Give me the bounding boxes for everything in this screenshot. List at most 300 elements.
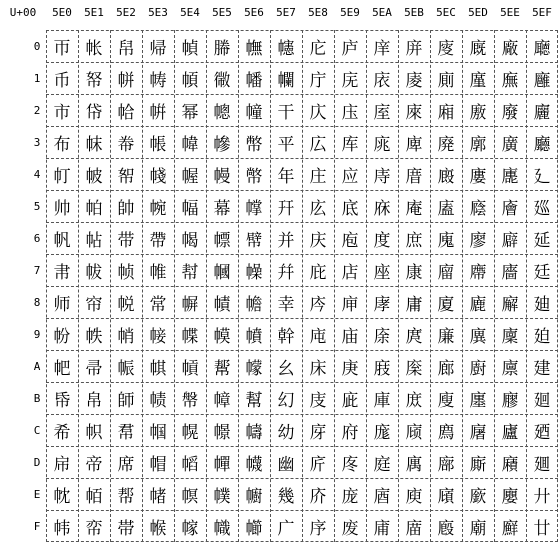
- grid-line: [78, 30, 79, 542]
- glyph-cell: 幈: [181, 294, 199, 315]
- grid-line: [302, 30, 303, 542]
- glyph-cell: 帶: [149, 230, 167, 251]
- glyph-cell: 廆: [437, 230, 455, 251]
- glyph-cell: 廾: [533, 486, 551, 507]
- glyph-cell: 庋: [309, 390, 327, 411]
- glyph-cell: 庻: [405, 390, 423, 411]
- glyph-cell: 帛: [85, 390, 103, 411]
- glyph-cell: 庨: [373, 294, 391, 315]
- glyph-cell: 廛: [469, 390, 487, 411]
- glyph-cell: 廨: [501, 294, 519, 315]
- glyph-cell: 庌: [309, 422, 327, 443]
- grid-line: [398, 30, 399, 542]
- grid-line: [557, 30, 558, 542]
- glyph-cell: 幯: [245, 518, 263, 539]
- glyph-cell: 廥: [501, 198, 519, 219]
- glyph-cell: 廭: [501, 454, 519, 475]
- row-header: 9: [33, 328, 41, 341]
- glyph-cell: 帇: [53, 262, 71, 283]
- grid-line: [174, 30, 175, 542]
- glyph-cell: 幏: [181, 518, 199, 539]
- row-header: 6: [33, 232, 41, 245]
- glyph-cell: 平: [277, 134, 295, 155]
- grid-line: [110, 30, 111, 542]
- glyph-cell: 庹: [405, 326, 423, 347]
- glyph-cell: 帜: [85, 422, 103, 443]
- glyph-cell: 帢: [117, 102, 135, 123]
- glyph-cell: 帉: [53, 326, 71, 347]
- glyph-cell: 幻: [277, 390, 295, 411]
- glyph-cell: 帔: [85, 166, 103, 187]
- glyph-cell: 庪: [373, 358, 391, 379]
- grid-line: [430, 30, 431, 542]
- glyph-cell: 庺: [405, 358, 423, 379]
- glyph-cell: 廠: [501, 38, 519, 59]
- grid-line: [270, 30, 271, 542]
- glyph-cell: 廪: [501, 358, 519, 379]
- glyph-cell: 廤: [501, 166, 519, 187]
- glyph-cell: 庉: [309, 326, 327, 347]
- glyph-cell: 廸: [533, 294, 551, 315]
- glyph-cell: 廩: [501, 326, 519, 347]
- glyph-cell: 幣: [245, 134, 263, 155]
- glyph-cell: 庘: [341, 294, 359, 315]
- glyph-cell: 帵: [149, 198, 167, 219]
- glyph-cell: 幮: [245, 486, 263, 507]
- glyph-cell: 庾: [405, 486, 423, 507]
- glyph-cell: 帪: [117, 358, 135, 379]
- glyph-cell: 幱: [277, 70, 295, 91]
- grid-line: [206, 30, 207, 542]
- glyph-cell: 师: [53, 294, 71, 315]
- glyph-cell: 廅: [437, 198, 455, 219]
- glyph-cell: 帠: [117, 38, 135, 59]
- glyph-cell: 幬: [245, 422, 263, 443]
- glyph-cell: 幭: [245, 454, 263, 475]
- glyph-cell: 廄: [437, 166, 455, 187]
- glyph-cell: 庡: [373, 70, 391, 91]
- glyph-cell: 幘: [213, 294, 231, 315]
- glyph-cell: 帨: [117, 294, 135, 315]
- glyph-cell: 庼: [405, 422, 423, 443]
- glyph-cell: 帊: [53, 358, 71, 379]
- row-header: D: [33, 456, 41, 469]
- column-header: 5E9: [340, 6, 360, 19]
- column-header: 5EE: [500, 6, 520, 19]
- glyph-cell: 廒: [469, 102, 487, 123]
- glyph-cell: 庬: [373, 422, 391, 443]
- glyph-cell: 廷: [533, 262, 551, 283]
- glyph-cell: 庵: [405, 198, 423, 219]
- glyph-cell: 庑: [341, 70, 359, 91]
- glyph-cell: 廲: [533, 102, 551, 123]
- glyph-cell: 庩: [373, 326, 391, 347]
- glyph-cell: 幢: [245, 102, 263, 123]
- glyph-cell: 廰: [533, 38, 551, 59]
- glyph-cell: 帲: [149, 102, 167, 123]
- glyph-cell: 廝: [469, 454, 487, 475]
- row-header: 5: [33, 200, 41, 213]
- glyph-cell: 幊: [181, 358, 199, 379]
- glyph-cell: 廖: [469, 230, 487, 251]
- glyph-cell: 帑: [85, 70, 103, 91]
- glyph-cell: 庅: [309, 198, 327, 219]
- glyph-cell: 帱: [149, 70, 167, 91]
- glyph-cell: 庁: [309, 70, 327, 91]
- glyph-cell: 廧: [501, 262, 519, 283]
- glyph-cell: 幁: [181, 70, 199, 91]
- column-header: 5E2: [116, 6, 136, 19]
- glyph-cell: 廘: [469, 294, 487, 315]
- glyph-cell: 帍: [53, 454, 71, 475]
- glyph-cell: 廦: [501, 230, 519, 251]
- grid-line: [366, 30, 367, 542]
- glyph-cell: 帼: [149, 422, 167, 443]
- glyph-cell: 带: [117, 230, 135, 251]
- column-header: 5EA: [372, 6, 392, 19]
- glyph-cell: 廃: [437, 134, 455, 155]
- glyph-cell: 帬: [117, 422, 135, 443]
- glyph-cell: 廑: [469, 70, 487, 91]
- glyph-cell: 幑: [213, 70, 231, 91]
- glyph-cell: 帷: [149, 262, 167, 283]
- glyph-cell: 廗: [469, 262, 487, 283]
- glyph-cell: 帳: [149, 134, 167, 155]
- column-header: 5EF: [532, 6, 552, 19]
- glyph-cell: 希: [53, 422, 71, 443]
- glyph-cell: 幠: [245, 38, 263, 59]
- glyph-cell: 廢: [501, 102, 519, 123]
- glyph-cell: 庇: [309, 262, 327, 283]
- glyph-cell: 帙: [85, 326, 103, 347]
- column-header: 5E6: [244, 6, 264, 19]
- glyph-cell: 底: [341, 198, 359, 219]
- glyph-cell: 帽: [149, 454, 167, 475]
- row-header: 7: [33, 264, 41, 277]
- glyph-cell: 廏: [437, 518, 455, 539]
- glyph-cell: 廞: [469, 486, 487, 507]
- glyph-cell: 廡: [501, 70, 519, 91]
- glyph-cell: 幖: [213, 230, 231, 251]
- glyph-cell: 幚: [213, 358, 231, 379]
- column-header: 5E5: [212, 6, 232, 19]
- glyph-cell: 幉: [181, 326, 199, 347]
- glyph-cell: 廙: [469, 326, 487, 347]
- glyph-cell: 廉: [437, 326, 455, 347]
- glyph-cell: 廁: [437, 70, 455, 91]
- glyph-cell: 幍: [181, 454, 199, 475]
- glyph-cell: 帯: [117, 518, 135, 539]
- glyph-cell: 应: [341, 166, 359, 187]
- grid-line: [238, 30, 239, 542]
- glyph-cell: 庸: [405, 294, 423, 315]
- row-header: 3: [33, 136, 41, 149]
- glyph-cell: 幤: [245, 166, 263, 187]
- glyph-cell: 幞: [213, 486, 231, 507]
- glyph-cell: 幂: [181, 102, 199, 123]
- glyph-cell: 幎: [181, 486, 199, 507]
- glyph-cell: 庖: [341, 230, 359, 251]
- glyph-cell: 帓: [85, 134, 103, 155]
- glyph-cell: 幕: [213, 198, 231, 219]
- glyph-cell: 庈: [309, 294, 327, 315]
- glyph-cell: 庥: [373, 198, 391, 219]
- glyph-cell: 帐: [85, 38, 103, 59]
- glyph-cell: 廇: [437, 262, 455, 283]
- grid-line: [46, 30, 47, 542]
- glyph-cell: 庯: [373, 518, 391, 539]
- glyph-cell: 帧: [117, 262, 135, 283]
- glyph-cell: 帀: [53, 38, 71, 59]
- glyph-cell: 庛: [341, 390, 359, 411]
- glyph-cell: 店: [341, 262, 359, 283]
- glyph-cell: 庍: [309, 454, 327, 475]
- glyph-cell: 庆: [309, 230, 327, 251]
- glyph-cell: 广: [277, 518, 295, 539]
- glyph-cell: 序: [309, 518, 327, 539]
- glyph-cell: 廟: [469, 518, 487, 539]
- glyph-cell: 庳: [405, 134, 423, 155]
- glyph-cell: 廼: [533, 422, 551, 443]
- glyph-cell: 庎: [309, 486, 327, 507]
- glyph-cell: 帥: [117, 198, 135, 219]
- row-header: C: [33, 424, 41, 437]
- glyph-cell: 帒: [85, 102, 103, 123]
- column-header: 5EC: [436, 6, 456, 19]
- glyph-cell: 幧: [245, 262, 263, 283]
- glyph-cell: 帹: [149, 326, 167, 347]
- column-header: 5E7: [276, 6, 296, 19]
- row-header: A: [33, 360, 41, 373]
- glyph-cell: 庒: [341, 102, 359, 123]
- glyph-cell: 幨: [245, 294, 263, 315]
- glyph-cell: 帩: [117, 326, 135, 347]
- row-header: 8: [33, 296, 41, 309]
- glyph-cell: 帏: [53, 518, 71, 539]
- glyph-cell: 庀: [309, 38, 327, 59]
- glyph-cell: 幜: [213, 422, 231, 443]
- glyph-cell: 廱: [533, 70, 551, 91]
- glyph-cell: 并: [277, 230, 295, 251]
- glyph-cell: 庤: [373, 166, 391, 187]
- glyph-cell: 庭: [373, 454, 391, 475]
- glyph-cell: 幵: [277, 198, 295, 219]
- glyph-cell: 庐: [341, 38, 359, 59]
- glyph-cell: 幝: [213, 454, 231, 475]
- glyph-cell: 廣: [501, 134, 519, 155]
- glyph-cell: 帰: [149, 38, 167, 59]
- glyph-cell: 废: [341, 518, 359, 539]
- glyph-cell: 廈: [437, 294, 455, 315]
- glyph-cell: 幩: [245, 326, 263, 347]
- row-header: 2: [33, 104, 41, 117]
- glyph-cell: 币: [53, 70, 71, 91]
- column-header: 5E4: [180, 6, 200, 19]
- glyph-cell: 廂: [437, 102, 455, 123]
- glyph-cell: 廀: [437, 38, 455, 59]
- glyph-cell: 建: [533, 358, 551, 379]
- row-header: F: [33, 520, 41, 533]
- column-header: 5E3: [148, 6, 168, 19]
- column-header: 5EB: [404, 6, 424, 19]
- glyph-cell: 廔: [469, 166, 487, 187]
- glyph-cell: 庚: [341, 358, 359, 379]
- glyph-cell: 廵: [533, 198, 551, 219]
- glyph-cell: 幒: [213, 102, 231, 123]
- glyph-cell: 幫: [245, 390, 263, 411]
- glyph-cell: 廐: [469, 38, 487, 59]
- glyph-cell: 幃: [181, 134, 199, 155]
- glyph-cell: 市: [53, 102, 71, 123]
- glyph-cell: 床: [309, 358, 327, 379]
- glyph-cell: 廫: [501, 390, 519, 411]
- glyph-cell: 庂: [309, 102, 327, 123]
- glyph-cell: 庴: [405, 166, 423, 187]
- grid-line: [142, 30, 143, 542]
- glyph-cell: 幋: [181, 390, 199, 411]
- glyph-cell: 広: [309, 134, 327, 155]
- glyph-cell: 布: [53, 134, 71, 155]
- row-header: 4: [33, 168, 41, 181]
- glyph-cell: 幐: [213, 38, 231, 59]
- glyph-cell: 帅: [53, 198, 71, 219]
- glyph-cell: 幼: [277, 422, 295, 443]
- glyph-cell: 庲: [405, 102, 423, 123]
- glyph-cell: 庿: [405, 518, 423, 539]
- column-header: 5E0: [52, 6, 72, 19]
- glyph-cell: 幌: [181, 422, 199, 443]
- glyph-cell: 延: [533, 230, 551, 251]
- glyph-cell: 幗: [213, 262, 231, 283]
- row-header: B: [33, 392, 41, 405]
- glyph-cell: 幽: [277, 454, 295, 475]
- glyph-cell: 庮: [373, 486, 391, 507]
- glyph-cell: 廬: [501, 422, 519, 443]
- glyph-cell: 幥: [245, 198, 263, 219]
- grid-line: [494, 30, 495, 542]
- glyph-cell: 康: [405, 262, 423, 283]
- grid-line: [462, 30, 463, 542]
- glyph-cell: 廴: [533, 166, 551, 187]
- corner-label: U+00: [9, 6, 37, 19]
- row-header: 0: [33, 40, 41, 53]
- glyph-cell: 常: [149, 294, 167, 315]
- column-header: 5ED: [468, 6, 488, 19]
- glyph-cell: 幄: [181, 166, 199, 187]
- glyph-cell: 幓: [213, 134, 231, 155]
- glyph-cell: 帟: [85, 518, 103, 539]
- glyph-cell: 帗: [85, 262, 103, 283]
- glyph-cell: 師: [117, 390, 135, 411]
- glyph-cell: 幀: [181, 38, 199, 59]
- glyph-cell: 帞: [85, 486, 103, 507]
- glyph-cell: 帘: [85, 294, 103, 315]
- glyph-cell: 庱: [405, 70, 423, 91]
- glyph-cell: 库: [341, 134, 359, 155]
- glyph-cell: 廎: [437, 486, 455, 507]
- glyph-cell: 幇: [181, 262, 199, 283]
- glyph-cell: 帕: [85, 198, 103, 219]
- glyph-cell: 帮: [117, 486, 135, 507]
- glyph-cell: 幅: [181, 198, 199, 219]
- glyph-cell: 廽: [533, 454, 551, 475]
- glyph-cell: 庶: [405, 230, 423, 251]
- glyph-cell: 帣: [117, 134, 135, 155]
- glyph-cell: 庄: [309, 166, 327, 187]
- glyph-cell: 幾: [277, 486, 295, 507]
- glyph-cell: 庰: [405, 38, 423, 59]
- glyph-cell: 帆: [53, 230, 71, 251]
- glyph-cell: 干: [277, 102, 295, 123]
- glyph-cell: 年: [277, 166, 295, 187]
- glyph-cell: 幦: [245, 230, 263, 251]
- glyph-cell: 廓: [469, 134, 487, 155]
- glyph-cell: 幟: [213, 518, 231, 539]
- glyph-cell: 帡: [117, 70, 135, 91]
- row-header: 1: [33, 72, 41, 85]
- glyph-cell: 廕: [469, 198, 487, 219]
- column-header: 5E1: [84, 6, 104, 19]
- glyph-cell: 帚: [85, 358, 103, 379]
- glyph-cell: 帤: [117, 166, 135, 187]
- glyph-cell: 廮: [501, 486, 519, 507]
- glyph-cell: 度: [373, 230, 391, 251]
- grid-line: [334, 30, 335, 542]
- glyph-cell: 帝: [85, 454, 103, 475]
- glyph-cell: 廍: [437, 454, 455, 475]
- glyph-cell: 廚: [469, 358, 487, 379]
- glyph-cell: 庠: [373, 38, 391, 59]
- glyph-cell: 廋: [437, 390, 455, 411]
- glyph-cell: 庝: [341, 454, 359, 475]
- glyph-cell: 幙: [213, 326, 231, 347]
- glyph-cell: 幛: [213, 390, 231, 411]
- glyph-cell: 廳: [533, 134, 551, 155]
- glyph-cell: 幹: [277, 326, 295, 347]
- glyph-cell: 帾: [149, 486, 167, 507]
- glyph-cell: 帖: [85, 230, 103, 251]
- glyph-cell: 府: [341, 422, 359, 443]
- glyph-cell: 庫: [373, 390, 391, 411]
- glyph-cell: 廹: [533, 326, 551, 347]
- glyph-cell: 幆: [181, 230, 199, 251]
- glyph-cell: 庞: [341, 486, 359, 507]
- glyph-cell: 廻: [533, 390, 551, 411]
- glyph-cell: 幪: [245, 358, 263, 379]
- glyph-cell: 幔: [213, 166, 231, 187]
- glyph-cell: 帿: [149, 518, 167, 539]
- glyph-cell: 帺: [149, 358, 167, 379]
- glyph-cell: 幰: [277, 38, 295, 59]
- glyph-cell: 廯: [501, 518, 519, 539]
- glyph-cell: 帎: [53, 486, 71, 507]
- glyph-cell: 席: [117, 454, 135, 475]
- glyph-cell: 庙: [341, 326, 359, 347]
- glyph-cell: 庣: [373, 134, 391, 155]
- glyph-cell: 廌: [437, 422, 455, 443]
- glyph-cell: 廊: [437, 358, 455, 379]
- glyph-cell: 帴: [149, 166, 167, 187]
- glyph-cell: 座: [373, 262, 391, 283]
- glyph-cell: 帻: [149, 390, 167, 411]
- column-header: 5E8: [308, 6, 328, 19]
- glyph-cell: 帋: [53, 390, 71, 411]
- glyph-cell: 廿: [533, 518, 551, 539]
- row-header: E: [33, 488, 41, 501]
- glyph-cell: 廜: [469, 422, 487, 443]
- glyph-cell: 幷: [277, 262, 295, 283]
- glyph-cell: 幺: [277, 358, 295, 379]
